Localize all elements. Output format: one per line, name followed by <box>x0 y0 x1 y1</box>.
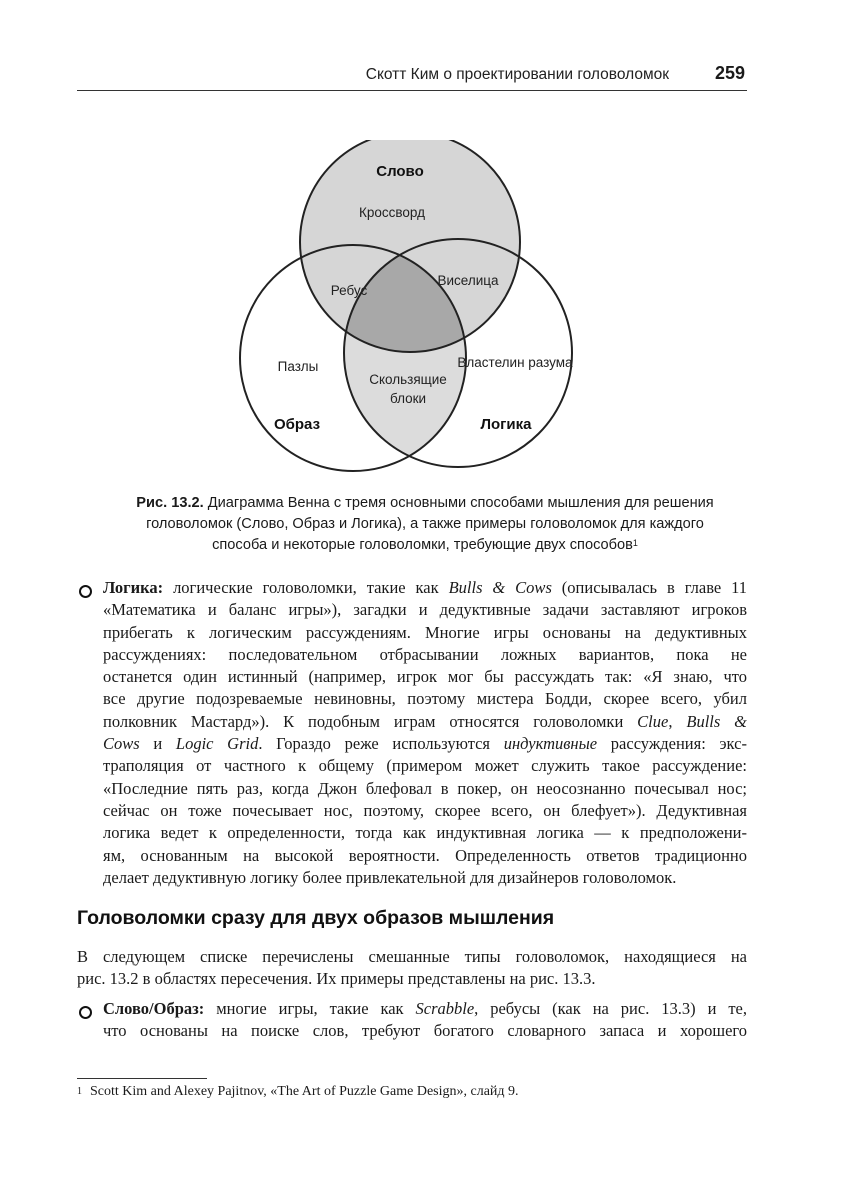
logic-line: траполяция от частного к общему (примером может служить такое рассуждение: <box>103 756 747 776</box>
logic-line: делает дедуктивную логику более привлекательной для дизайнеров головоломок. <box>103 867 677 887</box>
scrabble-title: Scrabble <box>415 999 475 1018</box>
label-gallows: Виселица <box>437 273 499 288</box>
word-image-text: , ребусы (как на рис. 13.3) и те, <box>474 999 748 1018</box>
caption-footnote-ref: 1 <box>632 538 638 548</box>
label-mastermind: Властелин разума <box>457 355 573 370</box>
word-image-text: многие игры, такие как <box>216 999 416 1018</box>
logic-line: ям, основанным на высокой вероятности. Определенность ответов традиционно <box>103 845 747 865</box>
logic-line: Cows и Logic Grid. Гораздо реже используются индуктивные рассуждения: экс- <box>103 734 747 754</box>
logic-term: Логика: <box>103 578 164 597</box>
bullet-marker <box>79 1006 93 1020</box>
logic-item <box>103 577 747 889</box>
page-number: 259 <box>714 63 745 83</box>
caption-line-3: способа и некоторые головоломки, требующие двух способов <box>212 537 633 553</box>
italic-title: Bulls & Cows <box>448 578 552 597</box>
section-heading: Головоломки сразу для двух образов мышления <box>77 907 555 929</box>
running-head <box>77 64 747 91</box>
logic-line: «Математика и баланс игры»), загадки и дедуктивные задачи заставляют игроков <box>103 600 747 620</box>
section-intro <box>77 946 747 991</box>
label-rebus: Ребус <box>330 283 368 298</box>
venn-svg <box>230 140 590 480</box>
word-image-item <box>103 998 747 1043</box>
bullet-marker <box>79 585 93 599</box>
logic-line: сейчас он тоже почесывает нос, поэтому, скорее всего, он блефует»). Дедуктивная <box>103 800 747 820</box>
logic-line: Логика: логические головоломки, такие как Bulls & Cows (описывалась в главе 11 <box>103 578 748 597</box>
label-slovo: Слово <box>376 163 424 180</box>
logic-line: «Последние пять раз, когда Джон блефовал в покер, он неосознанно почесывал нос; <box>103 778 747 798</box>
italic-title: Bulls & <box>686 711 747 731</box>
footnote-rule <box>77 1078 207 1079</box>
footnote-mark: 1 <box>77 1086 82 1097</box>
running-title: Скотт Ким о проектировании головоломок <box>365 66 669 83</box>
word-image-line-2: что основаны на поиске слов, требуют богатого словарного запаса и хорошего <box>103 1021 747 1041</box>
italic-title: Logic Grid <box>175 734 259 754</box>
caption-label: Рис. 13.2. <box>136 495 204 511</box>
logic-line: прибегать к логическим рассуждениям. Многие игры основаны на дедуктивных <box>103 622 747 642</box>
word-image-term: Слово/Образ: <box>103 999 205 1018</box>
intro-line-1: В следующем списке перечислены смешанные типы головоломок, находящиеся на <box>77 947 747 966</box>
label-crossword: Кроссворд <box>359 205 425 220</box>
italic-title: индуктивные <box>503 734 598 754</box>
footnote-text: Scott Kim and Alexey Pajitnov, «The Art of Puzzle Game Design», слайд 9. <box>90 1084 519 1099</box>
logic-line: рассуждениях: последовательном отбрасывании ложных вариантов, пока не <box>103 644 747 664</box>
label-obraz: Образ <box>273 416 321 433</box>
caption-line-1: Диаграмма Венна с тремя основными способами мышления для решения <box>207 495 714 511</box>
intro-line-2: рис. 13.2 в областях пересечения. Их примеры представлены на рис. 13.3. <box>77 969 596 989</box>
logic-line: логика ведет к определенности, тогда как индуктивная логика — к предположени- <box>103 823 747 843</box>
venn-diagram <box>230 140 590 480</box>
logic-line: останется один истинный (например, игрок мог бы рассуждать так: «Я знаю, что <box>103 667 747 687</box>
label-sliding-blocks-1: Скользящие <box>369 372 447 387</box>
label-sliding-blocks-2: блоки <box>389 391 427 406</box>
footnote <box>77 1083 519 1101</box>
logic-line: все другие подозреваемые невиновны, поэтому мистера Бодди, скорее всего, убил <box>103 689 747 709</box>
italic-title: Clue <box>637 711 669 731</box>
italic-title: Cows <box>103 734 140 754</box>
logic-line: полковник Мастард»). К подобным играм относятся головоломки Clue, Bulls & <box>103 711 747 731</box>
label-jigsaw: Пазлы <box>277 359 319 374</box>
label-logika: Логика <box>480 416 532 433</box>
figure-caption <box>80 493 770 556</box>
caption-line-2: головоломок (Слово, Образ и Логика), а также примеры головоломок для каждого <box>146 516 704 532</box>
